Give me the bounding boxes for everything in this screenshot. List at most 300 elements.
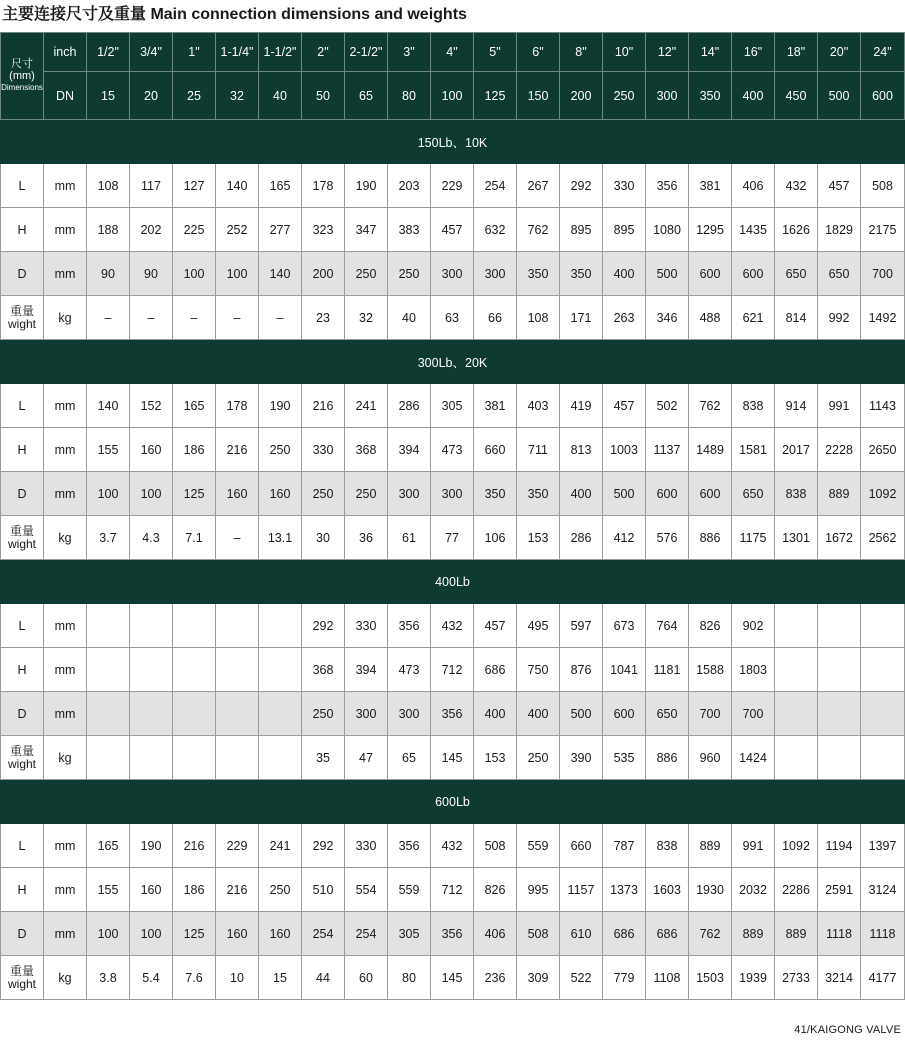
table-cell: 902 — [732, 604, 775, 648]
table-cell: 2591 — [818, 868, 861, 912]
table-cell: 650 — [732, 472, 775, 516]
table-cell: 3.7 — [87, 516, 130, 560]
table-cell: 1194 — [818, 824, 861, 868]
table-cell: 250 — [345, 252, 388, 296]
inch-header-cell: 12" — [646, 33, 689, 72]
table-cell: 406 — [732, 164, 775, 208]
table-cell: 346 — [646, 296, 689, 340]
table-cell: 764 — [646, 604, 689, 648]
table-cell — [818, 648, 861, 692]
table-cell: 292 — [302, 824, 345, 868]
dn-header-cell: 150 — [517, 72, 560, 120]
table-cell: 7.1 — [173, 516, 216, 560]
table-cell: 412 — [603, 516, 646, 560]
table-cell: 250 — [302, 692, 345, 736]
table-row — [1, 428, 905, 472]
table-cell: 1295 — [689, 208, 732, 252]
table-cell: 787 — [603, 824, 646, 868]
table-cell: 1829 — [818, 208, 861, 252]
dn-header-cell: 50 — [302, 72, 345, 120]
table-cell: – — [259, 296, 302, 340]
table-cell: 403 — [517, 384, 560, 428]
inch-header-cell: 1/2" — [87, 33, 130, 72]
table-cell: 1157 — [560, 868, 603, 912]
dn-header-cell: 350 — [689, 72, 732, 120]
table-cell: 254 — [345, 912, 388, 956]
inch-header-cell: 4" — [431, 33, 474, 72]
row-unit: kg — [44, 956, 87, 1000]
table-row — [1, 472, 905, 516]
row-unit: mm — [44, 252, 87, 296]
table-cell — [861, 736, 905, 780]
table-cell: 886 — [646, 736, 689, 780]
table-cell: 254 — [474, 164, 517, 208]
table-cell: 2733 — [775, 956, 818, 1000]
dn-header-cell: 20 — [130, 72, 173, 120]
table-cell: – — [130, 296, 173, 340]
table-cell: 457 — [474, 604, 517, 648]
table-cell — [216, 692, 259, 736]
table-cell: 2286 — [775, 868, 818, 912]
table-cell: 495 — [517, 604, 560, 648]
table-cell — [775, 692, 818, 736]
table-cell: 686 — [603, 912, 646, 956]
table-cell: 300 — [431, 252, 474, 296]
table-row — [1, 648, 905, 692]
dn-header-cell: 250 — [603, 72, 646, 120]
table-cell — [259, 604, 302, 648]
table-row — [1, 868, 905, 912]
table-cell — [87, 648, 130, 692]
table-cell: 300 — [431, 472, 474, 516]
table-cell: 305 — [431, 384, 474, 428]
table-cell: 216 — [216, 868, 259, 912]
table-cell: 700 — [732, 692, 775, 736]
table-cell: 330 — [345, 824, 388, 868]
table-cell: 356 — [431, 692, 474, 736]
table-cell: 508 — [474, 824, 517, 868]
table-cell: 1803 — [732, 648, 775, 692]
size-label-cn: 尺寸 — [11, 58, 33, 70]
table-cell: 1603 — [646, 868, 689, 912]
table-cell: 178 — [302, 164, 345, 208]
dn-header-cell: 100 — [431, 72, 474, 120]
row-unit: mm — [44, 384, 87, 428]
table-cell: 960 — [689, 736, 732, 780]
row-label: 重量 wight — [1, 516, 44, 560]
inch-header-cell: 8" — [560, 33, 603, 72]
table-cell: 267 — [517, 164, 560, 208]
table-cell: 1581 — [732, 428, 775, 472]
page-footer: 41/KAIGONG VALVE — [794, 1024, 901, 1036]
section-header-row — [1, 340, 905, 384]
inch-header-cell: 2-1/2" — [345, 33, 388, 72]
table-cell: 252 — [216, 208, 259, 252]
table-cell: 65 — [388, 736, 431, 780]
table-cell: 895 — [560, 208, 603, 252]
row-unit: mm — [44, 428, 87, 472]
table-cell: 250 — [302, 472, 345, 516]
table-cell: 762 — [689, 384, 732, 428]
table-cell: 991 — [732, 824, 775, 868]
table-cell: 127 — [173, 164, 216, 208]
table-cell: 762 — [517, 208, 560, 252]
table-cell: 1118 — [818, 912, 861, 956]
size-label-cell — [1, 33, 44, 120]
table-cell: 559 — [517, 824, 560, 868]
table-cell: 432 — [775, 164, 818, 208]
row-label: L — [1, 384, 44, 428]
table-cell: 457 — [603, 384, 646, 428]
inch-header-cell: 2" — [302, 33, 345, 72]
table-cell: 400 — [560, 472, 603, 516]
table-cell: 160 — [130, 868, 173, 912]
table-cell — [216, 648, 259, 692]
table-cell: 826 — [474, 868, 517, 912]
table-cell — [173, 604, 216, 648]
table-cell: 106 — [474, 516, 517, 560]
table-cell: 1092 — [775, 824, 818, 868]
table-cell: 90 — [130, 252, 173, 296]
table-cell: 10 — [216, 956, 259, 1000]
table-cell: 554 — [345, 868, 388, 912]
table-cell — [130, 604, 173, 648]
table-cell: 838 — [775, 472, 818, 516]
table-cell: 7.6 — [173, 956, 216, 1000]
table-cell: 356 — [646, 164, 689, 208]
table-cell: 100 — [216, 252, 259, 296]
table-cell: 100 — [173, 252, 216, 296]
row-label: D — [1, 472, 44, 516]
table-cell: 500 — [646, 252, 689, 296]
table-cell: – — [173, 296, 216, 340]
table-cell: 1175 — [732, 516, 775, 560]
table-cell: 432 — [431, 604, 474, 648]
row-label: 重量 wight — [1, 956, 44, 1000]
table-cell — [818, 692, 861, 736]
table-cell: 13.1 — [259, 516, 302, 560]
row-unit: mm — [44, 208, 87, 252]
table-row — [1, 384, 905, 428]
dn-header-cell: 15 — [87, 72, 130, 120]
row-label: L — [1, 824, 44, 868]
table-cell: 673 — [603, 604, 646, 648]
table-cell: 406 — [474, 912, 517, 956]
table-cell: – — [87, 296, 130, 340]
table-cell: 186 — [173, 868, 216, 912]
row-label: H — [1, 208, 44, 252]
table-cell: 1108 — [646, 956, 689, 1000]
table-cell: 77 — [431, 516, 474, 560]
table-row — [1, 252, 905, 296]
table-cell: 30 — [302, 516, 345, 560]
table-cell: 1137 — [646, 428, 689, 472]
table-cell: 66 — [474, 296, 517, 340]
table-cell: 160 — [259, 472, 302, 516]
table-cell: 400 — [603, 252, 646, 296]
table-cell: 991 — [818, 384, 861, 428]
table-cell — [818, 736, 861, 780]
table-cell: 600 — [689, 472, 732, 516]
table-row — [1, 912, 905, 956]
table-cell: 502 — [646, 384, 689, 428]
row-label: L — [1, 604, 44, 648]
table-cell: 432 — [431, 824, 474, 868]
table-cell: 165 — [173, 384, 216, 428]
table-cell: 826 — [689, 604, 732, 648]
table-cell: 250 — [259, 428, 302, 472]
table-cell: 508 — [861, 164, 905, 208]
table-cell: 216 — [173, 824, 216, 868]
table-cell: 263 — [603, 296, 646, 340]
table-cell: 160 — [216, 912, 259, 956]
dn-label: DN — [44, 72, 87, 120]
section-title: 150Lb、10K — [1, 120, 905, 164]
table-cell: 559 — [388, 868, 431, 912]
row-unit: mm — [44, 692, 87, 736]
inch-header-cell: 24" — [861, 33, 905, 72]
table-cell: 711 — [517, 428, 560, 472]
table-cell: 390 — [560, 736, 603, 780]
table-cell: 1181 — [646, 648, 689, 692]
table-cell: 305 — [388, 912, 431, 956]
row-unit: mm — [44, 164, 87, 208]
table-cell — [173, 736, 216, 780]
table-cell: 35 — [302, 736, 345, 780]
table-cell: 356 — [388, 824, 431, 868]
table-cell: 650 — [646, 692, 689, 736]
inch-header-cell: 20" — [818, 33, 861, 72]
page-title: 主要连接尺寸及重量 Main connection dimensions and weights — [2, 6, 467, 23]
dn-header-cell: 600 — [861, 72, 905, 120]
table-cell: 2017 — [775, 428, 818, 472]
table-cell: 44 — [302, 956, 345, 1000]
table-cell: 250 — [345, 472, 388, 516]
table-cell: 889 — [775, 912, 818, 956]
dn-header-cell: 65 — [345, 72, 388, 120]
table-cell: 3214 — [818, 956, 861, 1000]
table-cell: 286 — [560, 516, 603, 560]
row-label: 重量 wight — [1, 296, 44, 340]
dn-header-cell: 25 — [173, 72, 216, 120]
table-cell — [216, 604, 259, 648]
table-cell: 203 — [388, 164, 431, 208]
table-cell: 1424 — [732, 736, 775, 780]
table-cell: 32 — [345, 296, 388, 340]
table-cell: 686 — [646, 912, 689, 956]
table-cell: 473 — [431, 428, 474, 472]
table-cell: 394 — [345, 648, 388, 692]
table-cell: 632 — [474, 208, 517, 252]
table-cell: 535 — [603, 736, 646, 780]
table-cell: 368 — [302, 648, 345, 692]
dn-header-cell: 32 — [216, 72, 259, 120]
table-cell: 160 — [216, 472, 259, 516]
dimensions-table — [0, 32, 905, 1000]
section-header-row — [1, 780, 905, 824]
table-cell: 292 — [560, 164, 603, 208]
table-cell: 356 — [388, 604, 431, 648]
table-cell: 381 — [689, 164, 732, 208]
table-cell: 40 — [388, 296, 431, 340]
table-cell: 1435 — [732, 208, 775, 252]
table-cell: 889 — [818, 472, 861, 516]
table-cell: 1492 — [861, 296, 905, 340]
inch-label: inch — [44, 33, 87, 72]
table-cell: 838 — [732, 384, 775, 428]
row-label: D — [1, 252, 44, 296]
table-cell: 292 — [302, 604, 345, 648]
table-cell: 108 — [87, 164, 130, 208]
table-cell: 140 — [216, 164, 259, 208]
table-cell: 400 — [517, 692, 560, 736]
table-cell: 700 — [861, 252, 905, 296]
table-cell: 419 — [560, 384, 603, 428]
table-cell: 457 — [818, 164, 861, 208]
table-cell: 1373 — [603, 868, 646, 912]
table-cell: 350 — [517, 472, 560, 516]
table-cell: 712 — [431, 648, 474, 692]
inch-header-cell: 3" — [388, 33, 431, 72]
table-cell: 3124 — [861, 868, 905, 912]
table-cell — [775, 648, 818, 692]
row-label: H — [1, 428, 44, 472]
table-cell: 200 — [302, 252, 345, 296]
table-cell: 140 — [87, 384, 130, 428]
table-cell: 216 — [302, 384, 345, 428]
table-cell — [87, 692, 130, 736]
inch-header-cell: 1-1/2" — [259, 33, 302, 72]
table-cell: 125 — [173, 912, 216, 956]
table-cell: 597 — [560, 604, 603, 648]
table-cell: 600 — [732, 252, 775, 296]
row-unit: kg — [44, 296, 87, 340]
table-cell — [130, 648, 173, 692]
row-label: 重量 wight — [1, 736, 44, 780]
inch-header-cell: 5" — [474, 33, 517, 72]
inch-header-cell: 1" — [173, 33, 216, 72]
table-cell: 330 — [345, 604, 388, 648]
table-cell: 2562 — [861, 516, 905, 560]
table-cell: 886 — [689, 516, 732, 560]
table-cell: 300 — [388, 472, 431, 516]
row-label: L — [1, 164, 44, 208]
table-cell: 300 — [388, 692, 431, 736]
table-cell: 190 — [345, 164, 388, 208]
table-cell: 250 — [259, 868, 302, 912]
row-unit: mm — [44, 648, 87, 692]
table-cell: 500 — [560, 692, 603, 736]
dn-header-cell: 40 — [259, 72, 302, 120]
size-label-en: Dimensions — [1, 83, 43, 92]
table-cell: 152 — [130, 384, 173, 428]
table-cell: 61 — [388, 516, 431, 560]
table-cell: 1939 — [732, 956, 775, 1000]
table-cell: 225 — [173, 208, 216, 252]
table-cell: 889 — [732, 912, 775, 956]
section-header-row — [1, 120, 905, 164]
table-cell: 356 — [431, 912, 474, 956]
table-cell: 1672 — [818, 516, 861, 560]
dn-header-cell: 200 — [560, 72, 603, 120]
table-cell — [861, 648, 905, 692]
table-cell — [259, 648, 302, 692]
table-cell — [216, 736, 259, 780]
table-cell: 712 — [431, 868, 474, 912]
table-cell: 241 — [345, 384, 388, 428]
table-cell: 876 — [560, 648, 603, 692]
table-cell: 508 — [517, 912, 560, 956]
section-title: 600Lb — [1, 780, 905, 824]
table-cell: 165 — [259, 164, 302, 208]
table-cell: 250 — [388, 252, 431, 296]
table-cell: 750 — [517, 648, 560, 692]
inch-header-cell: 3/4" — [130, 33, 173, 72]
table-cell: 660 — [560, 824, 603, 868]
dn-header-cell: 500 — [818, 72, 861, 120]
table-cell: 160 — [259, 912, 302, 956]
row-unit: kg — [44, 736, 87, 780]
table-cell: 1489 — [689, 428, 732, 472]
section-header-row — [1, 560, 905, 604]
inch-header-cell: 1-1/4" — [216, 33, 259, 72]
dn-header-cell: 450 — [775, 72, 818, 120]
header-row-dn — [1, 72, 905, 120]
table-cell: 350 — [517, 252, 560, 296]
table-cell: 330 — [302, 428, 345, 472]
table-cell: 914 — [775, 384, 818, 428]
table-cell: 250 — [517, 736, 560, 780]
table-cell — [87, 736, 130, 780]
table-row — [1, 208, 905, 252]
table-cell: 1041 — [603, 648, 646, 692]
table-cell: 1626 — [775, 208, 818, 252]
table-cell: 100 — [130, 472, 173, 516]
table-cell: 1092 — [861, 472, 905, 516]
table-cell: 236 — [474, 956, 517, 1000]
table-cell: 1503 — [689, 956, 732, 1000]
table-cell: 779 — [603, 956, 646, 1000]
inch-header-cell: 10" — [603, 33, 646, 72]
table-cell: 286 — [388, 384, 431, 428]
table-cell: 381 — [474, 384, 517, 428]
header-row-inch — [1, 33, 905, 72]
table-cell: 576 — [646, 516, 689, 560]
table-cell: 190 — [259, 384, 302, 428]
table-row — [1, 516, 905, 560]
table-cell: 155 — [87, 428, 130, 472]
table-cell: 178 — [216, 384, 259, 428]
table-cell: 457 — [431, 208, 474, 252]
table-cell: 600 — [689, 252, 732, 296]
table-cell: 610 — [560, 912, 603, 956]
table-row — [1, 604, 905, 648]
table-cell: 216 — [216, 428, 259, 472]
inch-header-cell: 6" — [517, 33, 560, 72]
row-unit: mm — [44, 472, 87, 516]
table-cell: 895 — [603, 208, 646, 252]
table-cell: 277 — [259, 208, 302, 252]
table-cell: 600 — [603, 692, 646, 736]
table-cell: 5.4 — [130, 956, 173, 1000]
table-cell: 473 — [388, 648, 431, 692]
table-cell — [259, 736, 302, 780]
table-cell: 992 — [818, 296, 861, 340]
table-cell: 383 — [388, 208, 431, 252]
table-cell: 813 — [560, 428, 603, 472]
table-cell: 165 — [87, 824, 130, 868]
table-cell: 190 — [130, 824, 173, 868]
